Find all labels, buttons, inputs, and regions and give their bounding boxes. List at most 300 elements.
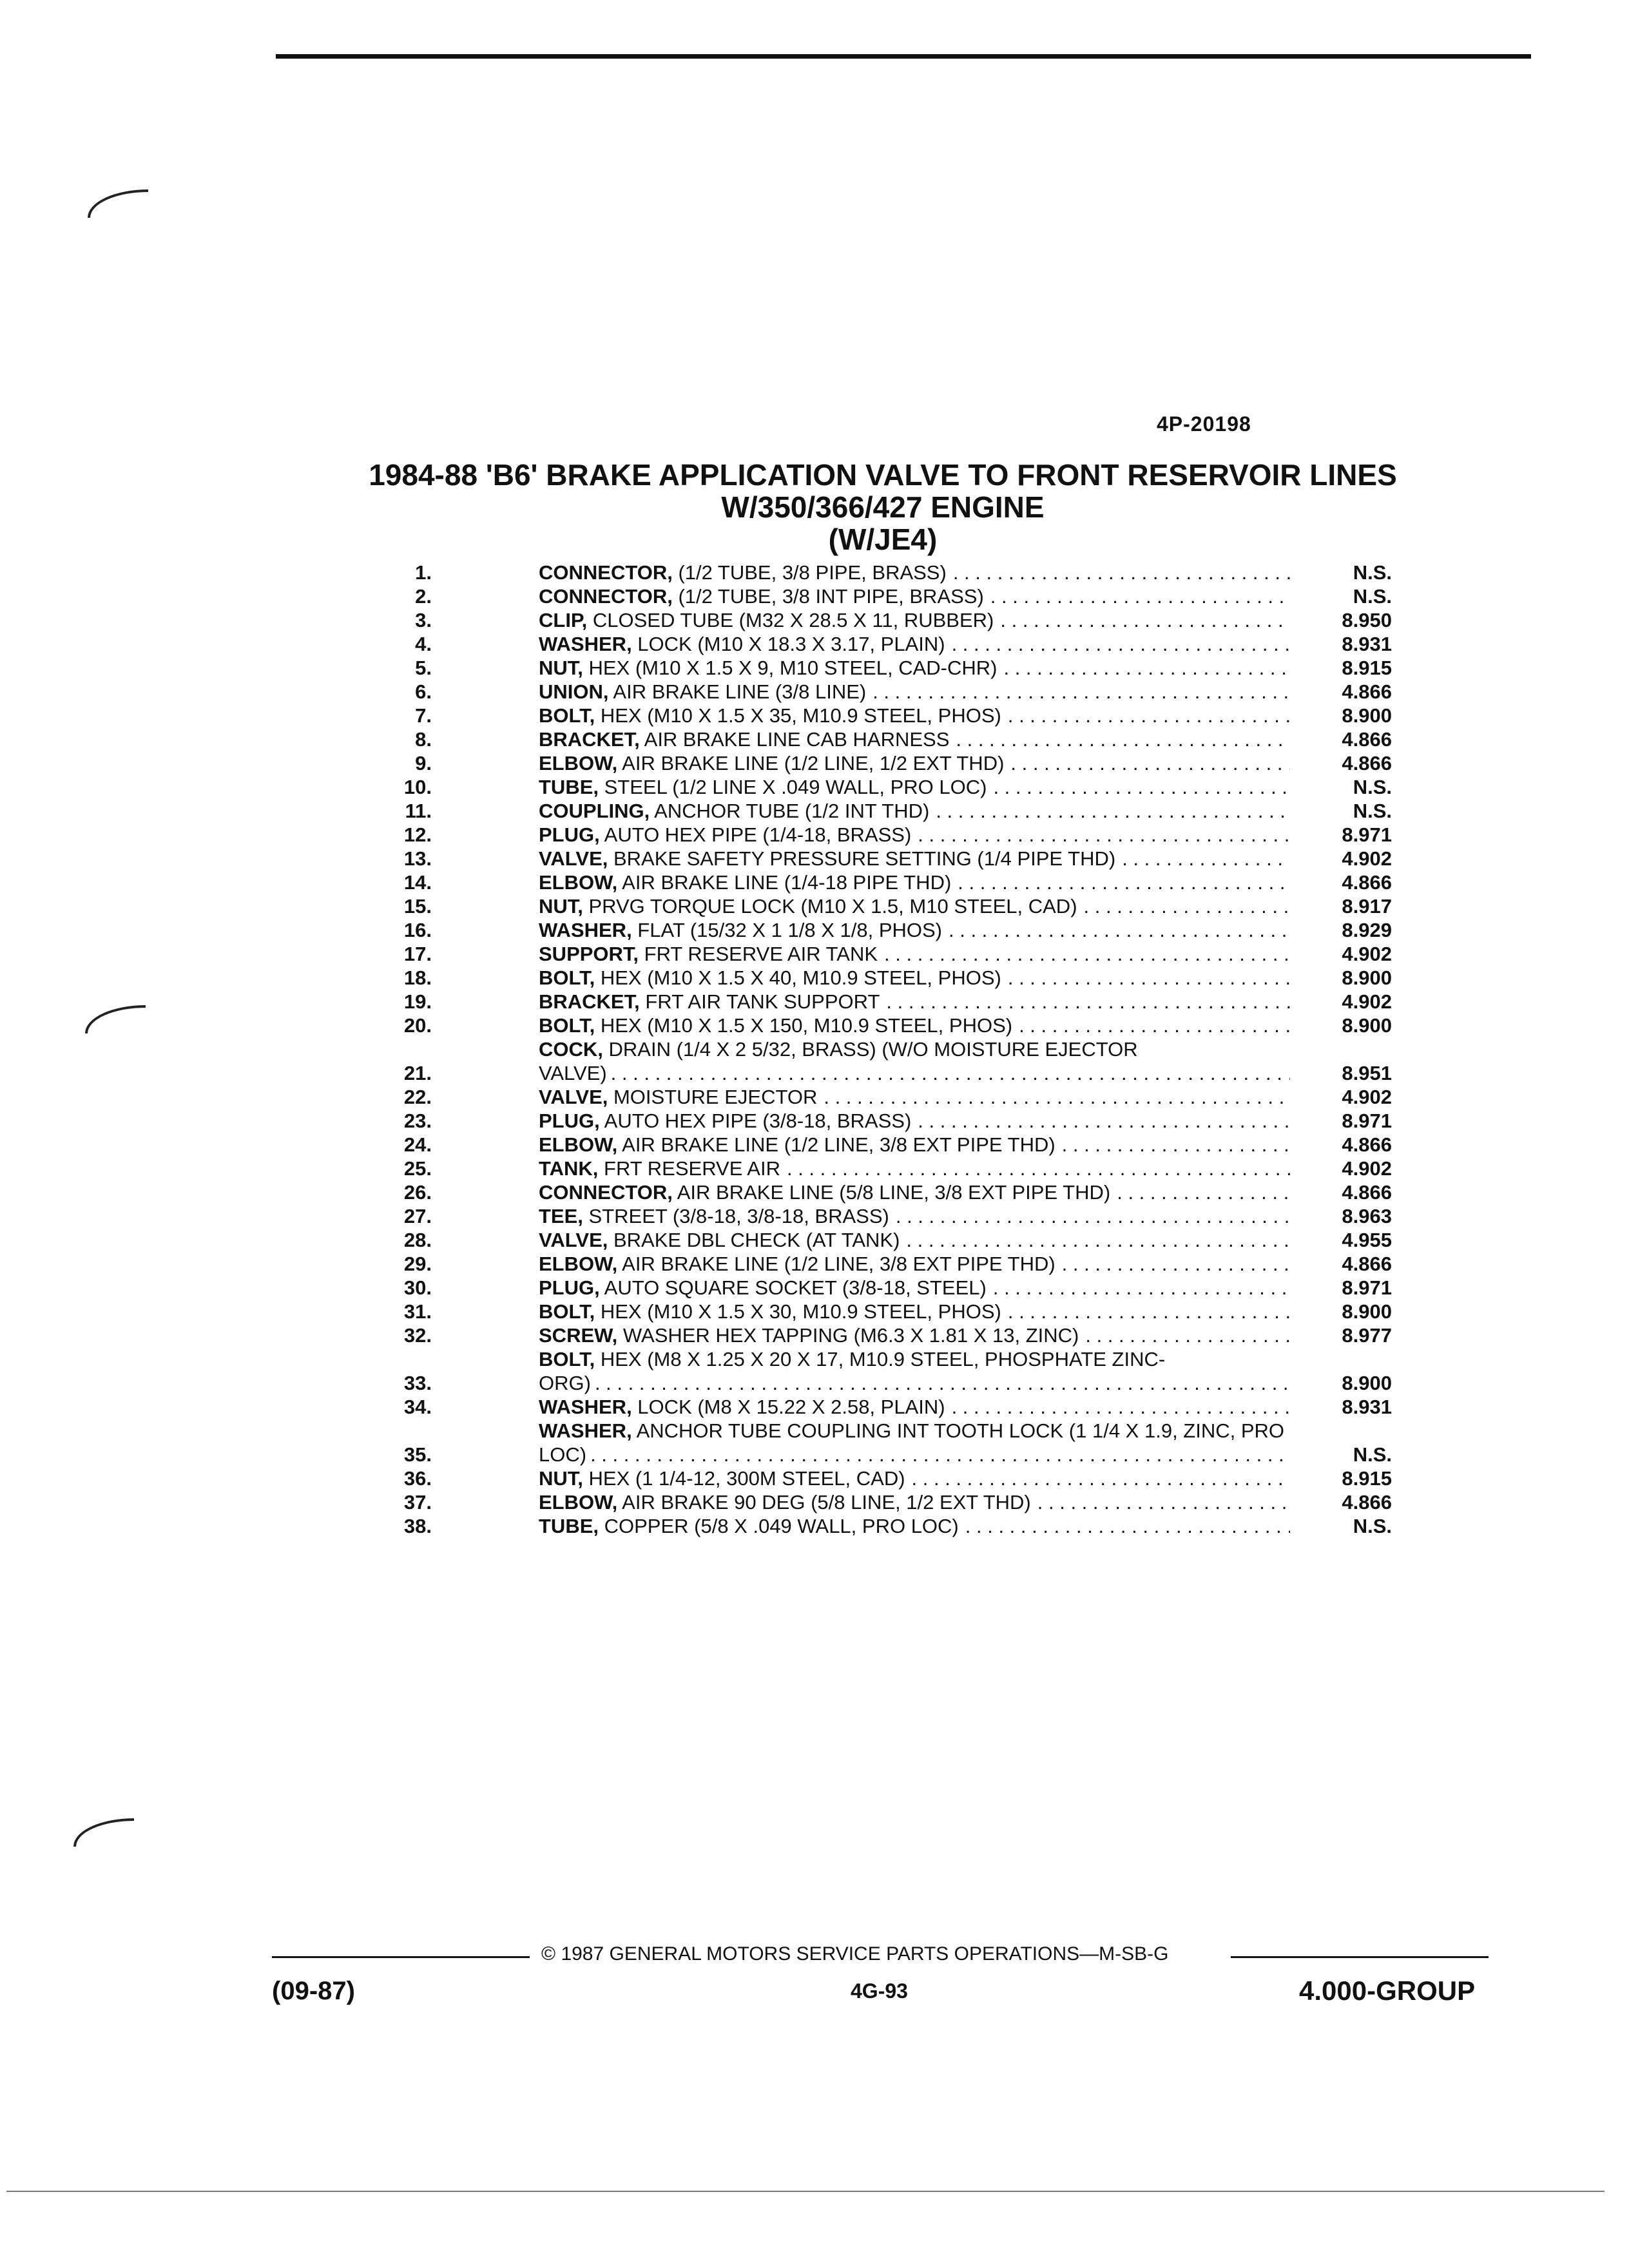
part-row <box>374 894 1392 918</box>
part-row <box>374 823 1392 847</box>
part-number: 18. <box>403 966 432 989</box>
top-rule <box>276 54 1531 59</box>
part-detail: MOISTURE EJECTOR <box>608 1086 818 1108</box>
part-name: ELBOW, <box>539 1133 618 1156</box>
group-number: 8.977 <box>1342 1324 1392 1347</box>
part-detail: (1/2 TUBE, 3/8 PIPE, BRASS) <box>672 561 947 584</box>
group-number: 8.929 <box>1342 919 1392 941</box>
part-row <box>374 990 1392 1014</box>
group-number: 4.902 <box>1342 943 1392 965</box>
part-number: 38. <box>403 1515 432 1537</box>
group-number: 8.971 <box>1342 1110 1392 1132</box>
group-number: 8.931 <box>1342 1396 1392 1418</box>
part-detail: PRVG TORQUE LOCK (M10 X 1.5, M10 STEEL, CAD) <box>583 895 1077 918</box>
part-detail: BRAKE DBL CHECK (AT TANK) <box>608 1229 900 1251</box>
part-number: 22. <box>403 1086 432 1108</box>
part-description-text <box>539 799 929 823</box>
part-name: COUPLING, <box>539 800 650 822</box>
part-row <box>374 680 1392 704</box>
part-row <box>374 1204 1392 1228</box>
dot-leader <box>1001 966 1290 990</box>
dot-leader <box>586 1443 1290 1466</box>
part-number: 32. <box>403 1324 432 1347</box>
dot-leader <box>1079 1323 1290 1347</box>
part-row <box>374 1157 1392 1180</box>
part-name: BOLT, <box>539 966 595 989</box>
dot-leader <box>1115 847 1290 870</box>
dot-leader <box>911 1109 1290 1133</box>
part-detail: (1/2 TUBE, 3/8 INT PIPE, BRASS) <box>672 585 984 608</box>
part-row <box>374 1514 1392 1538</box>
part-detail: BRAKE SAFETY PRESSURE SETTING (1/4 PIPE THD) <box>608 847 1116 870</box>
part-row <box>374 918 1392 942</box>
part-detail: CLOSED TUBE (M32 X 28.5 X 11, RUBBER) <box>587 609 994 631</box>
part-description <box>539 751 1290 775</box>
group-number: 8.900 <box>1342 1372 1392 1394</box>
part-description-text <box>539 561 947 584</box>
part-detail: HEX (1 1/4-12, 300M STEEL, CAD) <box>583 1467 905 1490</box>
part-description <box>539 1204 1290 1228</box>
part-number: 34. <box>403 1396 432 1418</box>
part-name: WASHER, <box>539 1396 632 1418</box>
part-detail: HEX (M10 X 1.5 X 35, M10.9 STEEL, PHOS) <box>595 704 1001 727</box>
part-name: CONNECTOR, <box>539 585 673 608</box>
part-detail: HEX (M10 X 1.5 X 150, M10.9 STEEL, PHOS) <box>595 1014 1013 1037</box>
part-detail: HEX (M10 X 1.5 X 9, M10 STEEL, CAD-CHR) <box>583 657 998 679</box>
part-row <box>374 727 1392 751</box>
part-number: 9. <box>415 752 432 774</box>
page-title: 1984-88 'B6' BRAKE APPLICATION VALVE TO FRONT RESERVOIR LINES <box>369 458 1397 492</box>
part-row <box>374 1133 1392 1157</box>
part-description <box>539 1180 1290 1204</box>
part-detail: AUTO SQUARE SOCKET (3/8-18, STEEL) <box>599 1276 987 1299</box>
part-description-text <box>539 1109 911 1133</box>
part-name: CLIP, <box>539 609 588 631</box>
dot-leader <box>817 1085 1290 1109</box>
part-row <box>374 1347 1392 1395</box>
part-description-text <box>539 1323 1079 1347</box>
part-detail: FRT AIR TANK SUPPORT <box>639 990 880 1013</box>
part-name: PLUG, <box>539 1276 600 1299</box>
part-description-text <box>539 1395 945 1419</box>
scan-edge-line <box>6 2191 1605 2192</box>
part-description <box>539 1419 1290 1466</box>
part-name: TANK, <box>539 1157 599 1180</box>
footer-rule-right <box>1231 1956 1489 1958</box>
part-name: ELBOW, <box>539 1253 618 1275</box>
part-description <box>539 1395 1290 1419</box>
group-number: 4.866 <box>1342 871 1392 894</box>
part-number: 10. <box>403 776 432 798</box>
part-detail: ANCHOR TUBE COUPLING INT TOOTH LOCK (1 1/4 X 1.9, ZINC, PRO LOC) <box>539 1419 1285 1466</box>
part-description-text <box>539 1157 780 1180</box>
dot-leader <box>591 1372 1290 1394</box>
part-description-text <box>539 680 866 704</box>
part-description-text <box>539 1133 1055 1157</box>
group-number: 4.866 <box>1342 1491 1392 1514</box>
part-number: 17. <box>403 943 432 965</box>
part-detail: ANCHOR TUBE (1/2 INT THD) <box>650 800 930 822</box>
dot-leader <box>949 727 1290 751</box>
group-number: 4.866 <box>1342 680 1392 703</box>
page-subtitle-option: (W/JE4) <box>828 523 938 556</box>
dot-leader <box>900 1228 1290 1252</box>
part-detail: HEX (M10 X 1.5 X 40, M10.9 STEEL, PHOS) <box>595 966 1001 989</box>
part-row <box>374 1228 1392 1252</box>
part-row <box>374 608 1392 632</box>
part-row <box>374 656 1392 680</box>
part-name: VALVE, <box>539 1229 608 1251</box>
part-number: 13. <box>403 847 432 870</box>
part-description <box>539 584 1290 608</box>
part-detail: LOCK (M10 X 18.3 X 3.17, PLAIN) <box>631 633 945 655</box>
part-description-text <box>539 1228 900 1252</box>
part-name: CONNECTOR, <box>539 561 673 584</box>
part-description-text <box>539 1276 987 1300</box>
part-description <box>539 1252 1290 1276</box>
punch-hole-mark <box>88 189 148 218</box>
group-number: 4.866 <box>1342 1181 1392 1204</box>
part-detail: COPPER (5/8 X .049 WALL, PRO LOC) <box>599 1515 959 1537</box>
part-description <box>539 942 1290 966</box>
part-name: NUT, <box>539 1467 583 1490</box>
group-number: 8.971 <box>1342 823 1392 846</box>
part-detail: AIR BRAKE 90 DEG (5/8 LINE, 1/2 EXT THD) <box>617 1491 1031 1514</box>
part-detail: STEEL (1/2 LINE X .049 WALL, PRO LOC) <box>599 776 987 798</box>
page-number: 4G-93 <box>851 1979 908 2003</box>
part-detail: AUTO HEX PIPE (3/8-18, BRASS) <box>599 1110 912 1132</box>
footer-rule-left <box>272 1956 530 1958</box>
dot-leader <box>780 1157 1290 1180</box>
part-number: 21. <box>403 1062 432 1084</box>
part-row <box>374 966 1392 990</box>
group-number: 8.915 <box>1342 657 1392 679</box>
part-name: VALVE, <box>539 1086 608 1108</box>
group-number: 8.900 <box>1342 1300 1392 1323</box>
dot-leader <box>1055 1252 1290 1276</box>
page-subtitle-engine: W/350/366/427 ENGINE <box>721 490 1045 524</box>
part-number: 23. <box>403 1110 432 1132</box>
part-description <box>539 1085 1290 1109</box>
part-row <box>374 1109 1392 1133</box>
part-description <box>539 1228 1290 1252</box>
part-detail: AIR BRAKE LINE (1/2 LINE, 3/8 EXT PIPE THD) <box>617 1133 1055 1156</box>
part-description <box>539 1514 1290 1538</box>
part-description-text <box>539 1252 1055 1276</box>
part-description <box>539 1037 1290 1085</box>
part-detail: HEX (M8 X 1.25 X 20 X 17, M10.9 STEEL, PHOSPHATE ZINC-ORG) <box>539 1348 1166 1394</box>
group-number: 4.955 <box>1342 1229 1392 1251</box>
part-row <box>374 847 1392 870</box>
group-number: 4.902 <box>1342 990 1392 1013</box>
part-number: 20. <box>403 1014 432 1037</box>
part-description <box>539 990 1290 1014</box>
part-name: TEE, <box>539 1205 583 1227</box>
part-detail: FRT RESERVE AIR TANK <box>639 943 878 965</box>
part-description-text <box>539 990 880 1014</box>
dot-leader <box>959 1514 1290 1538</box>
group-number: 8.900 <box>1342 966 1392 989</box>
part-description-text <box>539 1300 1001 1323</box>
group-number: 8.950 <box>1342 609 1392 631</box>
part-detail: LOCK (M8 X 15.22 X 2.58, PLAIN) <box>631 1396 945 1418</box>
group-number: N.S. <box>1353 1443 1392 1466</box>
part-description-text <box>539 751 1004 775</box>
part-name: BOLT, <box>539 1014 595 1037</box>
part-number: 11. <box>405 800 432 822</box>
part-row <box>374 1276 1392 1300</box>
part-name: ELBOW, <box>539 752 618 774</box>
part-description <box>539 918 1290 942</box>
part-row <box>374 1395 1392 1419</box>
part-detail: AIR BRAKE LINE CAB HARNESS <box>639 728 950 751</box>
part-description <box>539 870 1290 894</box>
part-number: 29. <box>403 1253 432 1275</box>
part-detail: WASHER HEX TAPPING (M6.3 X 1.81 X 13, ZINC) <box>617 1324 1079 1347</box>
part-number: 30. <box>403 1276 432 1299</box>
part-row <box>374 704 1392 727</box>
group-number: N.S. <box>1353 1515 1392 1537</box>
part-description <box>539 1276 1290 1300</box>
dot-leader <box>905 1466 1290 1490</box>
part-description <box>539 847 1290 870</box>
part-description-text <box>539 1466 905 1490</box>
dot-leader <box>987 775 1290 799</box>
dot-leader <box>911 823 1290 847</box>
dot-leader <box>945 1395 1290 1419</box>
dot-leader <box>945 632 1290 656</box>
dot-leader <box>997 656 1290 680</box>
group-number: 8.931 <box>1342 633 1392 655</box>
dot-leader <box>994 608 1290 632</box>
dot-leader <box>942 918 1290 942</box>
group-number: 8.915 <box>1342 1467 1392 1490</box>
copyright-notice: © 1987 GENERAL MOTORS SERVICE PARTS OPERATIONS—M-SB-G <box>541 1943 1169 1965</box>
dot-leader <box>1001 1300 1290 1323</box>
part-row <box>374 1419 1392 1466</box>
part-description <box>539 1490 1290 1514</box>
part-description <box>539 656 1290 680</box>
part-detail: FRT RESERVE AIR <box>598 1157 780 1180</box>
group-number: 8.900 <box>1342 1014 1392 1037</box>
part-description-text <box>539 1419 1290 1466</box>
part-row <box>374 1180 1392 1204</box>
part-number: 25. <box>403 1157 432 1180</box>
part-name: WASHER, <box>539 1419 632 1442</box>
part-number: 6. <box>415 680 432 703</box>
part-number: 4. <box>415 633 432 655</box>
part-description <box>539 1347 1290 1395</box>
part-name: WASHER, <box>539 633 632 655</box>
part-description-text <box>539 584 984 608</box>
dot-leader <box>866 680 1290 704</box>
group-number: 8.900 <box>1342 704 1392 727</box>
part-description <box>539 823 1290 847</box>
part-number: 15. <box>403 895 432 918</box>
group-label: 4.000-GROUP <box>1299 1975 1476 2006</box>
part-description <box>539 775 1290 799</box>
part-name: BRACKET, <box>539 990 640 1013</box>
part-detail: AIR BRAKE LINE (1/2 LINE, 1/2 EXT THD) <box>617 752 1005 774</box>
part-number: 2. <box>415 585 432 608</box>
part-description <box>539 1157 1290 1180</box>
part-row <box>374 561 1392 584</box>
part-detail: AIR BRAKE LINE (1/4-18 PIPE THD) <box>617 871 952 894</box>
dot-leader <box>929 799 1290 823</box>
part-number: 28. <box>403 1229 432 1251</box>
part-description <box>539 894 1290 918</box>
part-description-text <box>539 894 1077 918</box>
part-number: 8. <box>415 728 432 751</box>
dot-leader <box>1012 1014 1290 1037</box>
part-description-text <box>539 966 1001 990</box>
part-description <box>539 704 1290 727</box>
part-row <box>374 1085 1392 1109</box>
part-description-text <box>539 1490 1031 1514</box>
part-row <box>374 1037 1392 1085</box>
part-number: 33. <box>403 1372 432 1394</box>
part-description-text <box>539 656 997 680</box>
part-description <box>539 1300 1290 1323</box>
part-description-text <box>539 632 945 656</box>
part-name: COCK, <box>539 1038 603 1061</box>
part-name: TUBE, <box>539 776 599 798</box>
group-number: 8.917 <box>1342 895 1392 918</box>
part-description-text <box>539 1204 889 1228</box>
part-description <box>539 1323 1290 1347</box>
part-number: 5. <box>415 657 432 679</box>
group-number: 4.866 <box>1342 752 1392 774</box>
part-row <box>374 1300 1392 1323</box>
part-description-text <box>539 823 911 847</box>
part-detail: DRAIN (1/4 X 2 5/32, BRASS) (W/O MOISTURE EJECTOR VALVE) <box>539 1038 1138 1084</box>
part-description <box>539 608 1290 632</box>
part-name: PLUG, <box>539 823 600 846</box>
part-description <box>539 799 1290 823</box>
part-detail: FLAT (15/32 X 1 1/8 X 1/8, PHOS) <box>631 919 942 941</box>
part-row <box>374 1466 1392 1490</box>
part-name: BOLT, <box>539 704 595 727</box>
part-number: 7. <box>415 704 432 727</box>
part-number: 37. <box>403 1491 432 1514</box>
part-description-text <box>539 847 1115 870</box>
part-description <box>539 1109 1290 1133</box>
part-number: 16. <box>403 919 432 941</box>
group-number: 4.866 <box>1342 1253 1392 1275</box>
group-number: N.S. <box>1353 585 1392 608</box>
part-number: 35. <box>403 1443 432 1466</box>
group-number: N.S. <box>1353 800 1392 822</box>
part-description-text <box>539 1180 1110 1204</box>
part-description-text <box>539 704 1001 727</box>
part-number: 12. <box>403 823 432 846</box>
part-description-text <box>539 1038 1290 1084</box>
dot-leader <box>1004 751 1290 775</box>
part-name: NUT, <box>539 657 583 679</box>
part-description <box>539 561 1290 584</box>
part-row <box>374 1014 1392 1037</box>
dot-leader <box>987 1276 1290 1300</box>
group-number: N.S. <box>1353 561 1392 584</box>
dot-leader <box>607 1062 1290 1084</box>
part-number: 36. <box>403 1467 432 1490</box>
dot-leader <box>880 990 1290 1014</box>
part-name: BOLT, <box>539 1348 595 1370</box>
part-detail: AUTO HEX PIPE (1/4-18, BRASS) <box>599 823 912 846</box>
part-row <box>374 799 1392 823</box>
part-name: BOLT, <box>539 1300 595 1323</box>
part-name: NUT, <box>539 895 583 918</box>
part-row <box>374 584 1392 608</box>
part-name: CONNECTOR, <box>539 1181 673 1204</box>
part-description <box>539 966 1290 990</box>
part-description-text <box>539 608 994 632</box>
punch-hole-mark <box>73 1818 134 1847</box>
dot-leader <box>1055 1133 1290 1157</box>
group-number: 4.902 <box>1342 1157 1392 1180</box>
part-name: ELBOW, <box>539 871 618 894</box>
part-name: PLUG, <box>539 1110 600 1132</box>
part-detail: AIR BRAKE LINE (5/8 LINE, 3/8 EXT PIPE THD) <box>672 1181 1111 1204</box>
part-description <box>539 680 1290 704</box>
part-row <box>374 775 1392 799</box>
group-number: 8.971 <box>1342 1276 1392 1299</box>
dot-leader <box>1077 894 1290 918</box>
dot-leader <box>951 870 1290 894</box>
part-row <box>374 1490 1392 1514</box>
part-description <box>539 1133 1290 1157</box>
part-row <box>374 1323 1392 1347</box>
part-row <box>374 870 1392 894</box>
part-name: SCREW, <box>539 1324 618 1347</box>
part-number: 19. <box>403 990 432 1013</box>
part-row <box>374 1252 1392 1276</box>
group-number: 4.902 <box>1342 847 1392 870</box>
parts-list <box>374 561 1392 1538</box>
part-description-text <box>539 1514 959 1538</box>
part-number: 1. <box>415 561 432 584</box>
part-number: 26. <box>403 1181 432 1204</box>
part-row <box>374 942 1392 966</box>
dot-leader <box>1031 1490 1290 1514</box>
part-row <box>374 751 1392 775</box>
part-detail: STREET (3/8-18, 3/8-18, BRASS) <box>583 1205 889 1227</box>
dot-leader <box>984 584 1290 608</box>
part-description-text <box>539 918 942 942</box>
part-number: 14. <box>403 871 432 894</box>
part-name: TUBE, <box>539 1515 599 1537</box>
part-name: VALVE, <box>539 847 608 870</box>
part-description-text <box>539 1014 1012 1037</box>
group-number: 4.902 <box>1342 1086 1392 1108</box>
part-description-text <box>539 1348 1290 1394</box>
group-number: N.S. <box>1353 776 1392 798</box>
part-name: BRACKET, <box>539 728 640 751</box>
date-code: (09-87) <box>272 1977 355 2005</box>
part-description <box>539 632 1290 656</box>
dot-leader <box>1001 704 1290 727</box>
group-number: 8.963 <box>1342 1205 1392 1227</box>
part-number: 27. <box>403 1205 432 1227</box>
part-name: SUPPORT, <box>539 943 639 965</box>
part-description <box>539 727 1290 751</box>
part-description-text <box>539 870 951 894</box>
part-description-text <box>539 1085 817 1109</box>
group-number: 8.951 <box>1342 1062 1392 1084</box>
part-detail: HEX (M10 X 1.5 X 30, M10.9 STEEL, PHOS) <box>595 1300 1001 1323</box>
part-name: ELBOW, <box>539 1491 618 1514</box>
dot-leader <box>878 942 1290 966</box>
